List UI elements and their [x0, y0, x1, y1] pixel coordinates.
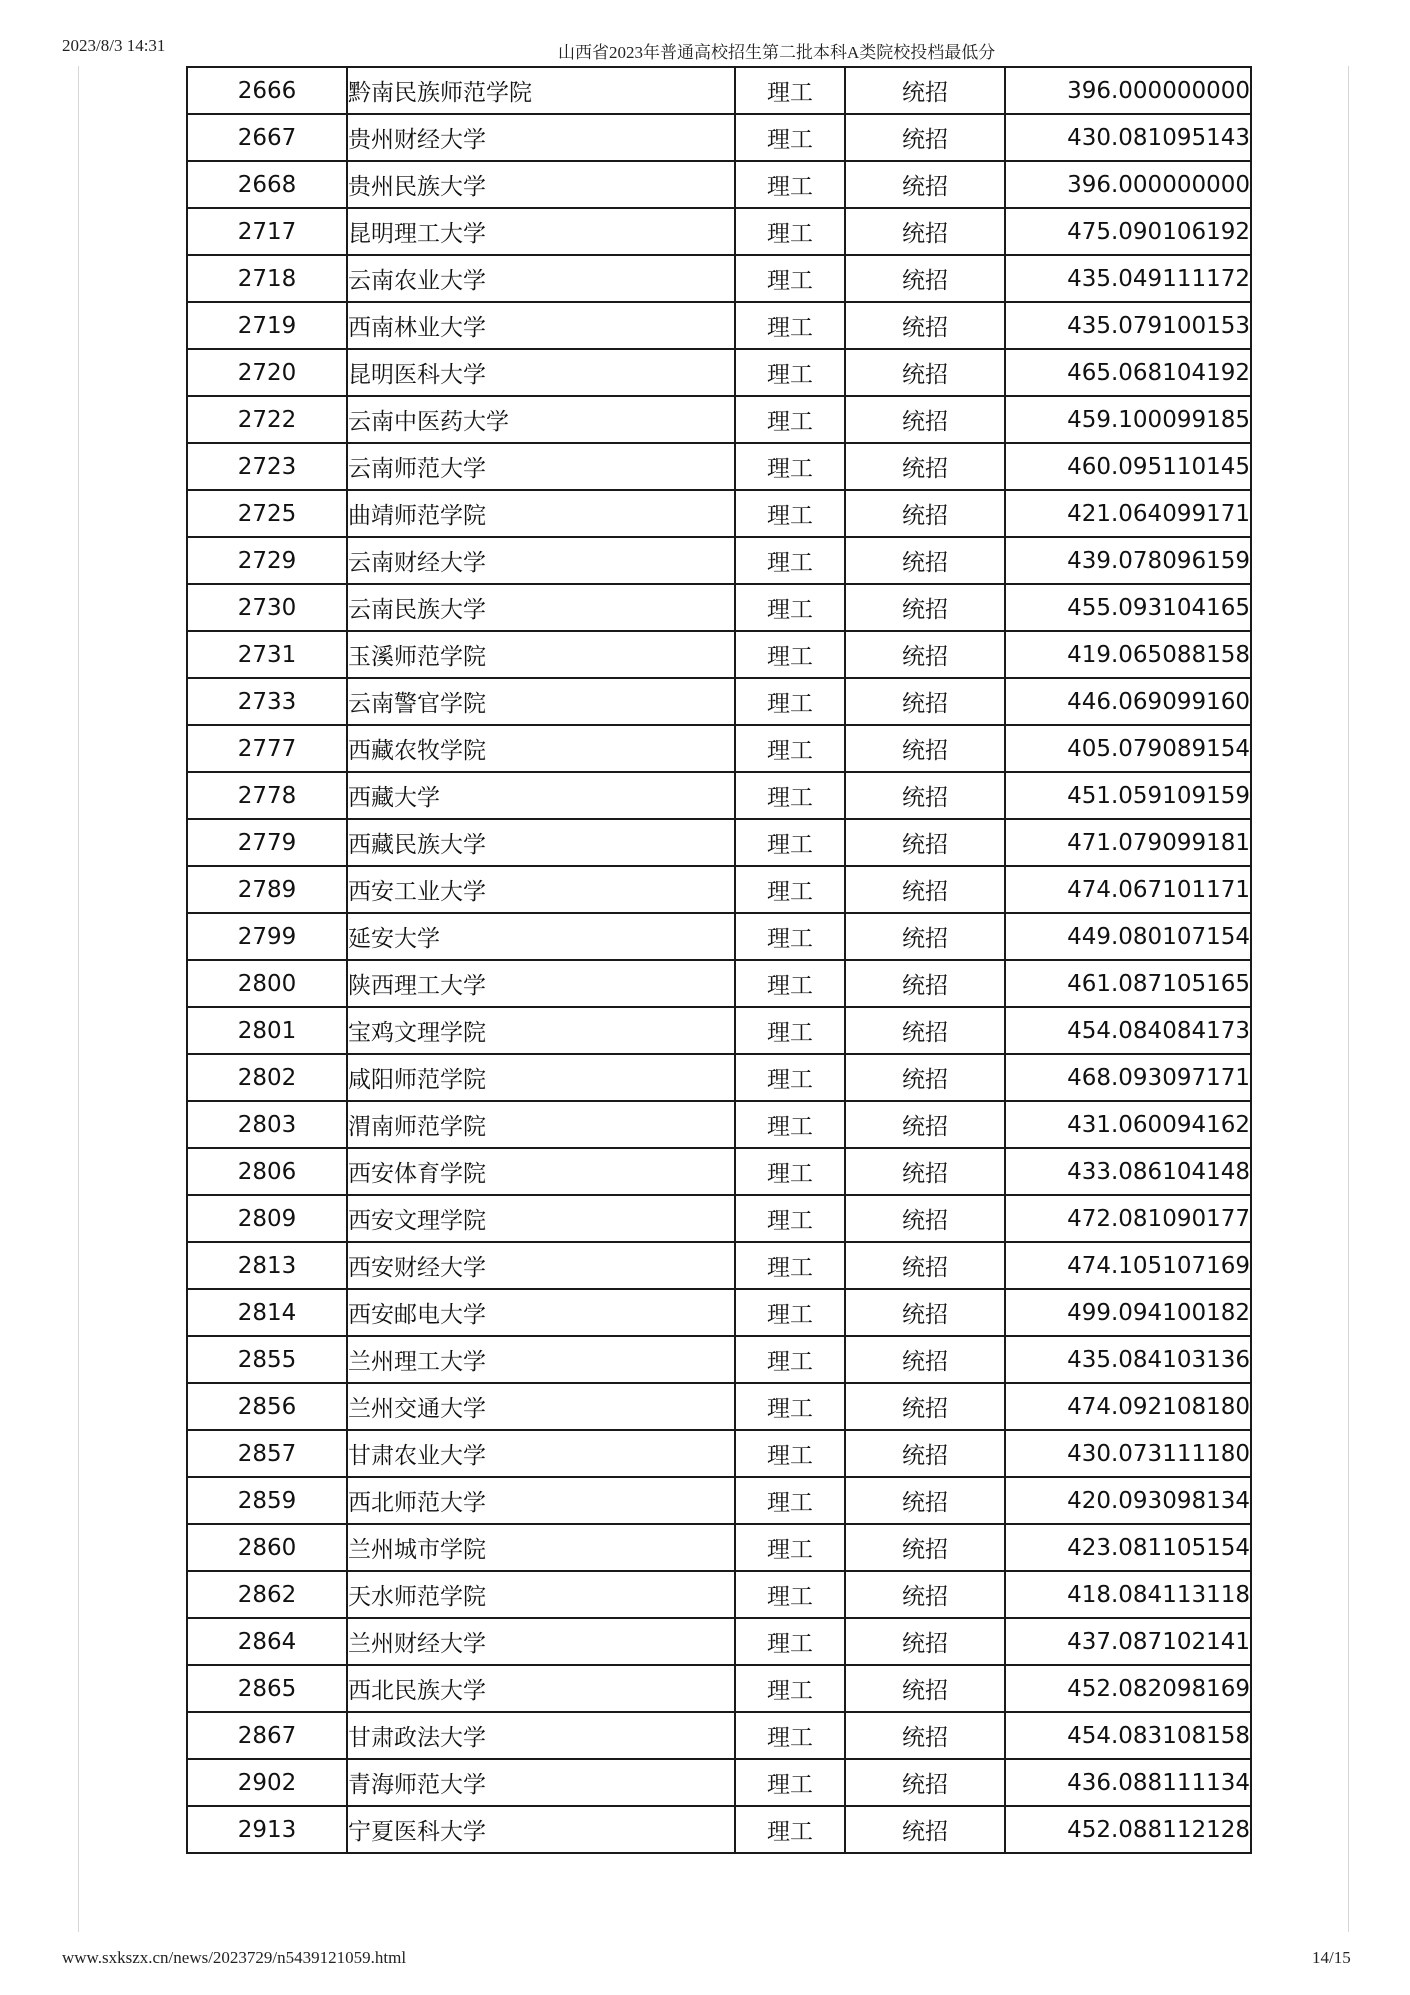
category-cell: 理工 — [735, 255, 845, 302]
min-score-cell: 433.086104148 — [1005, 1148, 1251, 1195]
table-row — [187, 443, 1251, 490]
min-score-cell: 419.065088158 — [1005, 631, 1251, 678]
table-row — [187, 678, 1251, 725]
category-cell: 理工 — [735, 161, 845, 208]
min-score-cell: 451.059109159 — [1005, 772, 1251, 819]
school-code-cell: 2789 — [187, 866, 347, 913]
category-cell: 理工 — [735, 1007, 845, 1054]
school-name-cell: 贵州财经大学 — [347, 114, 735, 161]
admission-type-cell: 统招 — [845, 208, 1005, 255]
school-name-cell: 西藏农牧学院 — [347, 725, 735, 772]
school-name-cell: 陕西理工大学 — [347, 960, 735, 1007]
min-score-cell: 446.069099160 — [1005, 678, 1251, 725]
admission-type-cell: 统招 — [845, 819, 1005, 866]
school-name-cell: 西安体育学院 — [347, 1148, 735, 1195]
admission-type-cell: 统招 — [845, 584, 1005, 631]
school-code-cell: 2855 — [187, 1336, 347, 1383]
category-cell: 理工 — [735, 1054, 845, 1101]
min-score-cell: 459.100099185 — [1005, 396, 1251, 443]
admission-type-cell: 统招 — [845, 1571, 1005, 1618]
school-code-cell: 2779 — [187, 819, 347, 866]
school-code-cell: 2717 — [187, 208, 347, 255]
category-cell: 理工 — [735, 678, 845, 725]
min-score-cell: 452.088112128 — [1005, 1806, 1251, 1853]
school-code-cell: 2730 — [187, 584, 347, 631]
school-name-cell: 西安文理学院 — [347, 1195, 735, 1242]
category-cell: 理工 — [735, 302, 845, 349]
category-cell: 理工 — [735, 725, 845, 772]
admission-type-cell: 统招 — [845, 1289, 1005, 1336]
admission-type-cell: 统招 — [845, 1524, 1005, 1571]
min-score-cell: 431.060094162 — [1005, 1101, 1251, 1148]
school-name-cell: 昆明医科大学 — [347, 349, 735, 396]
min-score-cell: 499.094100182 — [1005, 1289, 1251, 1336]
min-score-cell: 472.081090177 — [1005, 1195, 1251, 1242]
school-code-cell: 2813 — [187, 1242, 347, 1289]
min-score-cell: 420.093098134 — [1005, 1477, 1251, 1524]
admission-type-cell: 统招 — [845, 1195, 1005, 1242]
table-row — [187, 1336, 1251, 1383]
table-row — [187, 1430, 1251, 1477]
category-cell: 理工 — [735, 114, 845, 161]
admission-type-cell: 统招 — [845, 1101, 1005, 1148]
min-score-cell: 474.067101171 — [1005, 866, 1251, 913]
school-name-cell: 昆明理工大学 — [347, 208, 735, 255]
admission-type-cell: 统招 — [845, 490, 1005, 537]
admission-type-cell: 统招 — [845, 349, 1005, 396]
table-row — [187, 1148, 1251, 1195]
school-code-cell: 2668 — [187, 161, 347, 208]
table-row — [187, 584, 1251, 631]
table-row — [187, 1524, 1251, 1571]
admission-type-cell: 统招 — [845, 631, 1005, 678]
school-code-cell: 2867 — [187, 1712, 347, 1759]
min-score-cell: 455.093104165 — [1005, 584, 1251, 631]
page-number: 14/15 — [1312, 1948, 1351, 1967]
school-name-cell: 宝鸡文理学院 — [347, 1007, 735, 1054]
min-score-cell: 435.079100153 — [1005, 302, 1251, 349]
school-code-cell: 2667 — [187, 114, 347, 161]
school-code-cell: 2857 — [187, 1430, 347, 1477]
table-row — [187, 913, 1251, 960]
school-name-cell: 延安大学 — [347, 913, 735, 960]
min-score-cell: 435.049111172 — [1005, 255, 1251, 302]
school-name-cell: 兰州财经大学 — [347, 1618, 735, 1665]
school-name-cell: 兰州交通大学 — [347, 1383, 735, 1430]
category-cell: 理工 — [735, 1242, 845, 1289]
category-cell: 理工 — [735, 960, 845, 1007]
table-row — [187, 1195, 1251, 1242]
school-name-cell: 云南师范大学 — [347, 443, 735, 490]
score-table — [186, 66, 1252, 1854]
school-name-cell: 黔南民族师范学院 — [347, 67, 735, 114]
min-score-cell: 439.078096159 — [1005, 537, 1251, 584]
school-code-cell: 2803 — [187, 1101, 347, 1148]
school-code-cell: 2722 — [187, 396, 347, 443]
admission-type-cell: 统招 — [845, 725, 1005, 772]
admission-type-cell: 统招 — [845, 537, 1005, 584]
left-margin-line — [78, 66, 79, 1932]
school-code-cell: 2860 — [187, 1524, 347, 1571]
admission-type-cell: 统招 — [845, 1148, 1005, 1195]
min-score-cell: 460.095110145 — [1005, 443, 1251, 490]
category-cell: 理工 — [735, 866, 845, 913]
admission-type-cell: 统招 — [845, 960, 1005, 1007]
min-score-cell: 437.087102141 — [1005, 1618, 1251, 1665]
min-score-cell: 430.073111180 — [1005, 1430, 1251, 1477]
school-name-cell: 宁夏医科大学 — [347, 1806, 735, 1853]
table-row — [187, 1242, 1251, 1289]
admission-type-cell: 统招 — [845, 396, 1005, 443]
admission-type-cell: 统招 — [845, 1054, 1005, 1101]
min-score-cell: 436.088111134 — [1005, 1759, 1251, 1806]
min-score-cell: 396.000000000 — [1005, 161, 1251, 208]
school-code-cell: 2806 — [187, 1148, 347, 1195]
admission-type-cell: 统招 — [845, 67, 1005, 114]
school-code-cell: 2859 — [187, 1477, 347, 1524]
category-cell: 理工 — [735, 1148, 845, 1195]
category-cell: 理工 — [735, 1195, 845, 1242]
school-name-cell: 甘肃农业大学 — [347, 1430, 735, 1477]
school-code-cell: 2799 — [187, 913, 347, 960]
category-cell: 理工 — [735, 1712, 845, 1759]
min-score-cell: 475.090106192 — [1005, 208, 1251, 255]
table-row — [187, 1007, 1251, 1054]
school-name-cell: 兰州理工大学 — [347, 1336, 735, 1383]
admission-type-cell: 统招 — [845, 443, 1005, 490]
school-name-cell: 咸阳师范学院 — [347, 1054, 735, 1101]
category-cell: 理工 — [735, 772, 845, 819]
table-row — [187, 1759, 1251, 1806]
school-name-cell: 西南林业大学 — [347, 302, 735, 349]
right-margin-line — [1348, 66, 1349, 1932]
category-cell: 理工 — [735, 819, 845, 866]
category-cell: 理工 — [735, 1430, 845, 1477]
school-name-cell: 西北师范大学 — [347, 1477, 735, 1524]
school-name-cell: 西安工业大学 — [347, 866, 735, 913]
school-code-cell: 2862 — [187, 1571, 347, 1618]
admission-type-cell: 统招 — [845, 255, 1005, 302]
school-code-cell: 2719 — [187, 302, 347, 349]
table-row — [187, 1477, 1251, 1524]
category-cell: 理工 — [735, 631, 845, 678]
table-row — [187, 631, 1251, 678]
category-cell: 理工 — [735, 1477, 845, 1524]
school-name-cell: 兰州城市学院 — [347, 1524, 735, 1571]
school-name-cell: 云南警官学院 — [347, 678, 735, 725]
admission-type-cell: 统招 — [845, 678, 1005, 725]
school-code-cell: 2902 — [187, 1759, 347, 1806]
table-row — [187, 114, 1251, 161]
table-row — [187, 819, 1251, 866]
table-row — [187, 1665, 1251, 1712]
table-row — [187, 960, 1251, 1007]
school-code-cell: 2801 — [187, 1007, 347, 1054]
school-name-cell: 西藏民族大学 — [347, 819, 735, 866]
school-code-cell: 2731 — [187, 631, 347, 678]
table-row — [187, 1712, 1251, 1759]
school-code-cell: 2800 — [187, 960, 347, 1007]
admission-type-cell: 统招 — [845, 772, 1005, 819]
category-cell: 理工 — [735, 913, 845, 960]
min-score-cell: 465.068104192 — [1005, 349, 1251, 396]
category-cell: 理工 — [735, 1524, 845, 1571]
school-name-cell: 西北民族大学 — [347, 1665, 735, 1712]
category-cell: 理工 — [735, 396, 845, 443]
admission-type-cell: 统招 — [845, 1712, 1005, 1759]
table-row — [187, 490, 1251, 537]
min-score-cell: 396.000000000 — [1005, 67, 1251, 114]
min-score-cell: 421.064099171 — [1005, 490, 1251, 537]
table-row — [187, 1618, 1251, 1665]
min-score-cell: 474.092108180 — [1005, 1383, 1251, 1430]
print-datetime: 2023/8/3 14:31 — [62, 36, 166, 55]
table-row — [187, 396, 1251, 443]
school-code-cell: 2720 — [187, 349, 347, 396]
school-code-cell: 2814 — [187, 1289, 347, 1336]
min-score-cell: 471.079099181 — [1005, 819, 1251, 866]
admission-type-cell: 统招 — [845, 1430, 1005, 1477]
admission-type-cell: 统招 — [845, 866, 1005, 913]
min-score-cell: 454.084084173 — [1005, 1007, 1251, 1054]
table-row — [187, 161, 1251, 208]
admission-type-cell: 统招 — [845, 913, 1005, 960]
school-code-cell: 2729 — [187, 537, 347, 584]
school-name-cell: 曲靖师范学院 — [347, 490, 735, 537]
category-cell: 理工 — [735, 1806, 845, 1853]
school-code-cell: 2809 — [187, 1195, 347, 1242]
table-row — [187, 302, 1251, 349]
school-name-cell: 玉溪师范学院 — [347, 631, 735, 678]
school-code-cell: 2733 — [187, 678, 347, 725]
min-score-cell: 468.093097171 — [1005, 1054, 1251, 1101]
category-cell: 理工 — [735, 537, 845, 584]
footer-url[interactable]: www.sxkszx.cn/news/2023729/n5439121059.html — [62, 1948, 407, 1967]
table-row — [187, 67, 1251, 114]
table-row — [187, 349, 1251, 396]
category-cell: 理工 — [735, 1618, 845, 1665]
school-name-cell: 贵州民族大学 — [347, 161, 735, 208]
table-row — [187, 772, 1251, 819]
table-row — [187, 1289, 1251, 1336]
admission-type-cell: 统招 — [845, 1242, 1005, 1289]
min-score-cell: 423.081105154 — [1005, 1524, 1251, 1571]
school-name-cell: 西安财经大学 — [347, 1242, 735, 1289]
school-code-cell: 2913 — [187, 1806, 347, 1853]
page-title: 山西省2023年普通高校招生第二批本科A类院校投档最低分 — [558, 43, 996, 62]
min-score-cell: 435.084103136 — [1005, 1336, 1251, 1383]
table-row — [187, 537, 1251, 584]
school-code-cell: 2725 — [187, 490, 347, 537]
table-row — [187, 725, 1251, 772]
school-code-cell: 2802 — [187, 1054, 347, 1101]
category-cell: 理工 — [735, 443, 845, 490]
category-cell: 理工 — [735, 349, 845, 396]
min-score-cell: 418.084113118 — [1005, 1571, 1251, 1618]
score-table-body — [187, 67, 1251, 1853]
school-name-cell: 甘肃政法大学 — [347, 1712, 735, 1759]
min-score-cell: 452.082098169 — [1005, 1665, 1251, 1712]
school-name-cell: 云南财经大学 — [347, 537, 735, 584]
school-name-cell: 天水师范学院 — [347, 1571, 735, 1618]
admission-type-cell: 统招 — [845, 1336, 1005, 1383]
table-row — [187, 255, 1251, 302]
admission-type-cell: 统招 — [845, 1477, 1005, 1524]
school-code-cell: 2718 — [187, 255, 347, 302]
table-row — [187, 208, 1251, 255]
min-score-cell: 454.083108158 — [1005, 1712, 1251, 1759]
category-cell: 理工 — [735, 1665, 845, 1712]
min-score-cell: 461.087105165 — [1005, 960, 1251, 1007]
school-name-cell: 云南中医药大学 — [347, 396, 735, 443]
admission-type-cell: 统招 — [845, 302, 1005, 349]
table-row — [187, 1571, 1251, 1618]
school-code-cell: 2856 — [187, 1383, 347, 1430]
category-cell: 理工 — [735, 67, 845, 114]
table-row — [187, 866, 1251, 913]
school-code-cell: 2865 — [187, 1665, 347, 1712]
school-name-cell: 云南民族大学 — [347, 584, 735, 631]
admission-type-cell: 统招 — [845, 161, 1005, 208]
school-name-cell: 西安邮电大学 — [347, 1289, 735, 1336]
school-code-cell: 2778 — [187, 772, 347, 819]
school-name-cell: 西藏大学 — [347, 772, 735, 819]
school-code-cell: 2723 — [187, 443, 347, 490]
category-cell: 理工 — [735, 208, 845, 255]
admission-type-cell: 统招 — [845, 114, 1005, 161]
min-score-cell: 430.081095143 — [1005, 114, 1251, 161]
school-code-cell: 2777 — [187, 725, 347, 772]
school-code-cell: 2864 — [187, 1618, 347, 1665]
table-row — [187, 1806, 1251, 1853]
category-cell: 理工 — [735, 490, 845, 537]
school-code-cell: 2666 — [187, 67, 347, 114]
min-score-cell: 405.079089154 — [1005, 725, 1251, 772]
min-score-cell: 474.105107169 — [1005, 1242, 1251, 1289]
category-cell: 理工 — [735, 1101, 845, 1148]
category-cell: 理工 — [735, 1571, 845, 1618]
min-score-cell: 449.080107154 — [1005, 913, 1251, 960]
school-name-cell: 青海师范大学 — [347, 1759, 735, 1806]
admission-type-cell: 统招 — [845, 1759, 1005, 1806]
admission-type-cell: 统招 — [845, 1007, 1005, 1054]
table-row — [187, 1054, 1251, 1101]
category-cell: 理工 — [735, 1289, 845, 1336]
category-cell: 理工 — [735, 1336, 845, 1383]
category-cell: 理工 — [735, 1759, 845, 1806]
admission-type-cell: 统招 — [845, 1806, 1005, 1853]
table-row — [187, 1101, 1251, 1148]
category-cell: 理工 — [735, 584, 845, 631]
school-name-cell: 云南农业大学 — [347, 255, 735, 302]
table-row — [187, 1383, 1251, 1430]
admission-type-cell: 统招 — [845, 1618, 1005, 1665]
admission-type-cell: 统招 — [845, 1665, 1005, 1712]
category-cell: 理工 — [735, 1383, 845, 1430]
school-name-cell: 渭南师范学院 — [347, 1101, 735, 1148]
admission-type-cell: 统招 — [845, 1383, 1005, 1430]
